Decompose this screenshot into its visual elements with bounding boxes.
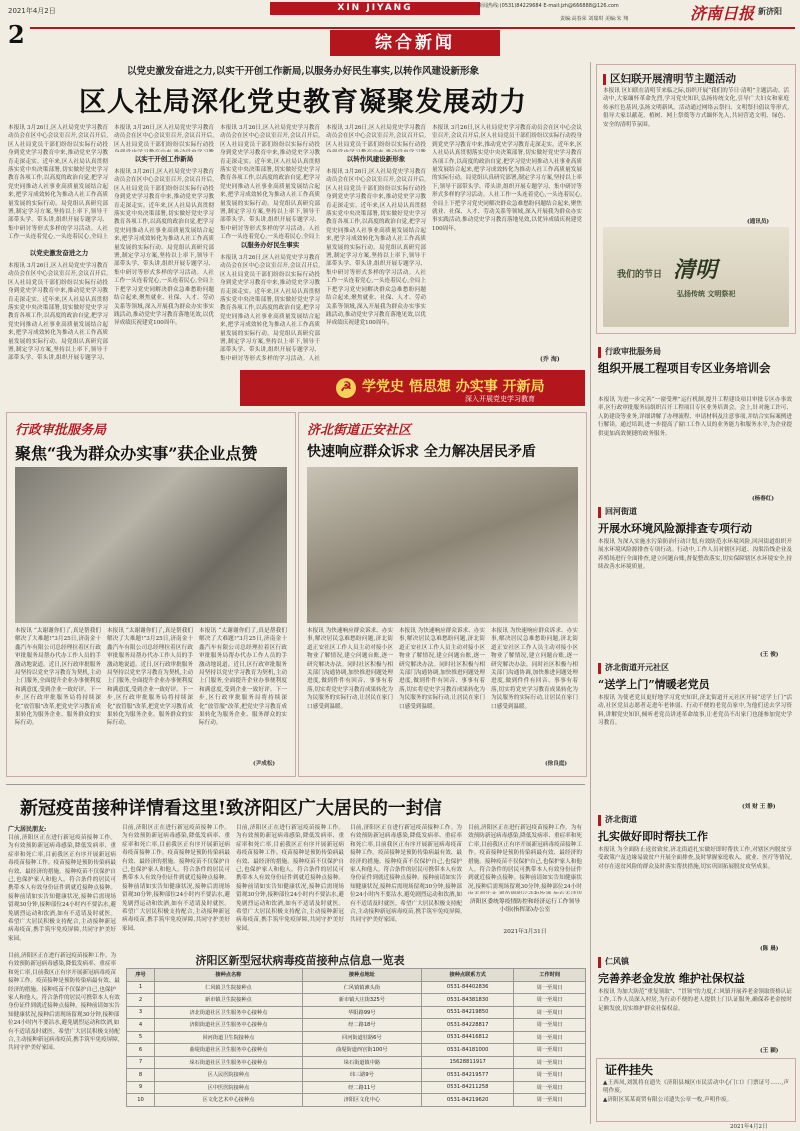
story-a [6,412,296,777]
table-cell: 4 [127,1019,155,1032]
col-header: 工作时间 [514,969,586,982]
section-marker [598,957,601,968]
story-a-photo [15,467,287,623]
table-cell: 9 [127,1081,155,1094]
table-cell: 回河街道驻路6号 [302,1031,421,1044]
brand-sub: 新济阳 [758,7,782,16]
rc-c-body: 本报讯 为深入实施水污染防治行动计划,有效防范水环境风险,回河街道组织开展水环境风险源排查专项行动。行动中,工作人员对辖区河道、沟渠沿线企业及养殖场进行全面排查,建立问题台账,督促整改落实,切实保障辖区水环境安全,持续改善水环境质量。 [598,539,792,571]
table-cell: 周一至周日 [514,1056,586,1069]
table-cell: 周一至周日 [514,1094,586,1107]
story-a-tag: 行政审批服务局 [15,423,107,438]
slogan-banner [240,370,585,406]
table-cell: 0531-84228817 [422,1019,514,1032]
masthead-hotline: 新闻热线:(0531)84229684 E-mail:jzh@666888@126.com [478,3,619,9]
vaccine-table-title: 济阳区新型冠状病毒疫苗接种点信息一览表 [195,954,405,967]
table-row [127,1094,586,1107]
table-cell: 15628811917 [422,1056,514,1069]
table-row [127,1006,586,1019]
rc-c-title: 开展水环境风险源排查专项行动 [598,522,752,535]
vaccine-table [126,968,586,1107]
rc-e-title: 扎实做好即时帮扶工作 [598,830,708,843]
lead-body-col1b: 本报讯 3月26日,区人社局党史学习教育动员会在区中心会议室召开,会议召开后,区人社局党员干部们纷纷以实际行动投身到党史学习教育中来,推动党史学习教育走深走实。近年来,区人社局认真贯彻落实党中央决策部署,切实做好党史学习教育各项工作,以高度的政治自觉,把学习党史同推动人社事业高质量发展结合起来,把学习成效转化为推动人社工作高质量发展的实际行动。局党组认真研究部署,制定学习方案,坚持以上率下,领导干部带头学、带头讲,组织开展专题学习、 [8,263,108,362]
story-b-tag: 济北街道正安社区 [307,423,412,438]
table-cell: 8 [127,1069,155,1082]
rc-c-tag-text: 回河街道 [605,506,637,516]
rc-e-tag [598,814,637,826]
vaccine-greeting: 广大居民朋友: [8,826,47,833]
lead-body-col4: 本报讯 3月26日,区人社局党史学习教育动员会在区中心会议室召开,会议召开后,区人社局党员干部们纷纷以实际行动投 [326,125,426,148]
lead-sub-2: 以实干开创工作新局 [134,155,194,163]
section-title: 综合新闻 [330,30,500,56]
story-b-body-col1: 本报讯 为快速响应群众诉求、办实事,解决居民急难愁盼问题,济北街道正安社区工作人员主动对接小区物业了解情况,建立问题台账,逐一研究解决办法。同时社区积极与相关部门沟通协调,加快推进问题处理进度,做到件件有回音、事事有着落,切实将党史学习教育成果转化为为民服务的实际行动,让居民在家门口感受到温暖。 [307,628,393,710]
table-row [127,981,586,994]
table-cell: 7 [127,1056,155,1069]
table-cell: 0531-84211258 [422,1081,514,1094]
rc-c-byline: (王 俊) [760,652,779,658]
table-row [127,1081,586,1094]
table-cell: 华阳路99号 [302,1006,421,1019]
vaccine-body-col1: 目前,济阳区正在进行新冠疫苗接种工作。为有效预防新冠病毒感染,降低发病率、重症率和死亡率,目前我区正有序开展新冠病毒疫苗接种工作。疫苗接种是预防传染病最有效、最经济的措施。接种疫苗不仅保护自己,也保护家人和他人。符合条件的居民可携带本人有效身份证件到就近接种点接种。接种前请如实告知健康状况,接种后需现场留观30分钟,接种部位24小时内不要沾水,避免剧烈运动和饮酒,如有不适请及时就医。希望广大居民积极支持配合,主动接种新冠病毒疫苗,携手筑牢免疫屏障,共同守护美好家园。 [8,835,116,942]
masthead-pinyin: XIN JIYANG [337,3,413,13]
rc-a-byline: (通讯员) [747,219,770,225]
rc-d-body: 本报讯 为使老党员更好地学习党史知识,济北街道开元社区开展“送学上门”活动,社区党员志愿者走进年老体弱、行动不便的老党员家中,为他们送去学习资料,讲解党史知识,倾听老党员讲述革命故事,让老党员不出家门也能参加党史学习教育。 [598,695,792,727]
table-cell: 5 [127,1031,155,1044]
qingming-banner [603,227,789,327]
rc-a-title [603,71,736,86]
table-cell: 纬三路9号 [302,1069,421,1082]
lead-body-col3b: 本报讯 3月26日,区人社局党史学习教育动员会在区中心会议室召开,会议召开后,区人社局党员干部们纷纷以实际行动投身到党史学习教育中来,推动党史学习教育走深走实。近年来,区人社局认真贯彻落实党中央决策部署,切实做好党史学习教育各项工作,以高度的政治自觉,把学习党史同推动人社事业高质量发展结合起来,把学习成效转化为推动人社工作高质量发展的实际行动。局党组认真研究部署,制定学习方案,坚持以上率下,领导干部带头学、带头讲,组织开展专题学习、集中研讨等形式多样的学习活动。人社 [220,255,320,362]
qingming-banner-label: 我们的节日 [617,270,663,280]
masthead-editors: 责编:高春荣 刘瑞琪 美编:朱 翔 [560,16,629,22]
rc-g-title: 证件挂失 [605,1063,654,1077]
table-cell: 6 [127,1044,155,1057]
table-cell: 周一至周日 [514,1031,586,1044]
col-header: 接种点联系方式 [422,969,514,982]
lead-kicker: 以党史激发奋进之力,以实干开创工作新局,以服务办好民生事实,以转作风建设新形象 [127,66,479,77]
table-cell: 仁风镇镇滩头街 [302,981,421,994]
qingming-banner-big: 清明 [673,257,718,283]
rc-f-body: 本报讯 为加大防范“重复领取”、“冒领”的力度,仁风镇开展养老金领取资格认证工作,工作人员深入村居,为行动不便的老人提供上门认证服务,确保养老金按时足额发放,切实维护群众社保权益。 [598,989,792,1012]
table-cell: 曲堤街道西宫街100号 [302,1044,421,1057]
rc-e-body: 本报讯 为全面防止返贫致贫,济北街道扎实做好即时帮扶工作,对辖区内脱贫享受政策户及边缘易致贫户开展全面排查,及时掌握家庭收入、就业、医疗等情况,对存在返贫风险的群众及时落实帮扶措施,切实巩固拓展脱贫攻坚成果。 [598,847,792,870]
story-b-byline: (徐良庭) [545,761,568,767]
section-marker [598,347,601,358]
table-cell: 10 [127,1094,155,1107]
col-header: 接种点名称 [155,969,303,982]
vaccine-table-wrap [126,968,586,1107]
rc-a-title-text: 区妇联开展清明节主题活动 [610,73,736,85]
col-header: 接种点地址 [302,969,421,982]
rc-b-body: 本报讯 为进一步完善“一窗受理”运行机制,提升工程建设项目审批专区办事效率,区行政审批服务局组织召开工程项目专区业务培训会。会上,针对施工许可、人防建设等业务,详细讲解了办理流程、申请材料及注意事项,并结合实际案例进行解读。通过培训,进一步提高了窗口工作人员的业务能力和服务水平,为企业提供更加高效便捷的政务服务。 [598,397,792,437]
table-cell: 1 [127,981,155,994]
table-cell: 0531-84402836 [422,981,514,994]
qingming-banner-sub: 弘扬传统 文明祭祀 [677,289,736,298]
story-a-body-col1: 本报讯 “太谢谢你们了,真是帮我们解决了大难题!”3月25日,济南金十鑫汽车有限公司总经理拉着区行政审批服务局帮办代办工作人员的手激动地说道。近日,区行政审批服务局坚持以党史学习教育为契机,主动上门服务,全面提升企业办事便利度和满意度,受到企业一致好评。下一步,区行政审批服务局将持续深化“放管服”改革,把党史学习教育成果转化为服务企业、服务群众的实际行动。 [15,628,101,727]
rc-d-byline: (刘 财 王 静) [742,804,776,810]
table-cell: 周一至周日 [514,1006,586,1019]
vaccine-headline: 新冠疫苗接种详情看这里!致济阳区广大居民的一封信 [20,798,442,819]
lead-sub-3: 以服务办好民生事实 [240,241,300,249]
story-b-photo [307,467,578,623]
lead-body-col2b: 本报讯 3月26日,区人社局党史学习教育动员会在区中心会议室召开,会议召开后,区人社局党员干部们纷纷以实际行动投身到党史学习教育中来,推动党史学习教育走深走实。近年来,区人社局认真贯彻落实党中央决策部署,切实做好党史学习教育各项工作,以高度的政治自觉,把学习党史同推动人社事业高质量发展结合起来,把学习成效转化为推动人社工作高质量发展的实际行动。局党组认真研究部署,制定学习方案,坚持以上率下,领导干部带头学、带头讲,组织开展专题学习、集中研讨等形式多样的学习活动。人社工作一头连着党心,一头连着民心,全局上下把学习党史同解决群众急难愁盼问题结合起来,聚焦就业、社保、人才、劳动关系等领域,深入开展我为群众办实事实践活动,推动党史学习教育落地见效,以优异成绩庆祝建党100周年。 [114,169,214,327]
rc-f-tag-text: 仁风镇 [605,956,629,966]
table-row [127,1056,586,1069]
table-cell: 周一至周日 [514,994,586,1007]
vaccine-body-col2: 目前,济阳区正在进行新冠疫苗接种工作。为有效预防新冠病毒感染,降低发病率、重症率和死亡率,目前我区正有序开展新冠病毒疫苗接种工作。疫苗接种是预防传染病最有效、最经济的措施。接种疫苗不仅保护自己,也保护家人和他人。符合条件的居民可携带本人有效身份证件到就近接种点接种。接种前请如实告知健康状况,接种后需现场留观30分钟,接种部位24小时内不要沾水,避免剧烈运动和饮酒,如有不适请及时就医。希望广大居民积极支持配合,主动接种新冠病毒疫苗,携手筑牢免疫屏障,共同守护美好家园。 [122,825,230,932]
rc-f-tag [598,956,629,968]
rc-b-byline: (杨春红) [752,496,775,502]
story-b-body-col2: 本报讯 为快速响应群众诉求、办实事,解决居民急难愁盼问题,济北街道正安社区工作人员主动对接小区物业了解情况,建立问题台账,逐一研究解决办法。同时社区积极与相关部门沟通协调,加快推进问题处理进度,做到件件有回音、事事有着落,切实将党史学习教育成果转化为为民服务的实际行动,让居民在家门口感受到温暖。 [399,628,485,710]
rc-f-byline: (王 颖) [760,1048,779,1054]
table-row [127,994,586,1007]
rc-d-title: “送学上门”情暖老党员 [598,678,710,691]
rc-c-tag [598,506,637,518]
table-cell: 周一至周日 [514,1019,586,1032]
rc-b-title: 组织开展工程项目专区业务培训会 [598,361,771,375]
table-cell: 曲堤街道社区卫生服务中心接种点 [155,1044,303,1057]
table-cell: 周一至周日 [514,1081,586,1094]
masthead-date: 2021年4月2日 [8,7,56,15]
page-number: 2 [8,20,25,49]
section-marker [598,663,601,674]
table-cell: 3 [127,1006,155,1019]
vaccine-body-col5: 目前,济阳区正在进行新冠疫苗接种工作。为有效预防新冠病毒感染,降低发病率、重症率和死亡率,目前我区正有序开展新冠病毒疫苗接种工作。疫苗接种是预防传染病最有效、最经济的措施。接种疫苗不仅保护自己,也保护家人和他人。符合条件的居民可携带本人有效身份证件到就近接种点接种。接种前请如实告知健康状况,接种后需现场留观30分钟,接种部位24小时 [468,825,582,890]
table-cell: 经二路18号 [302,1019,421,1032]
rc-d-tag-text: 济北街道开元社区 [605,662,669,672]
table-cell: 周一至周日 [514,981,586,994]
vaccine-signoff-date: 2021年3月31日 [503,929,547,935]
table-cell: 0531-84181000 [422,1044,514,1057]
footer-date: 2021年4月2日 [730,1124,768,1130]
masthead [0,0,800,28]
rc-a-body: 本报讯 区妇联在清明节来临之际,组织开展“我们的节日·清明”主题活动。活动中,大家缅怀革命先烈,学习党史知识,弘扬传统文化,引导广大妇女和家庭传承红色基因,弘扬文明新风。活动通过网络云祭扫、文明祭扫倡议等形式,倡导大家以献花、植树、网上祭奠等方式缅怀先人,共同营造文明、绿色、安全的清明节氛围。 [603,88,789,128]
table-cell: 经二路11号 [302,1081,421,1094]
lead-body-col4b: 本报讯 3月26日,区人社局党史学习教育动员会在区中心会议室召开,会议召开后,区人社局党员干部们纷纷以实际行动投身到党史学习教育中来,推动党史学习教育走深走实。近年来,区人社局认真贯彻落实党中央决策部署,切实做好党史学习教育各项工作,以高度的政治自觉,把学习党史同推动人社事业高质量发展结合起来,把学习成效转化为推动人社工作高质量发展的实际行动。局党组认真研究部署,制定学习方案,坚持以上率下,领导干部带头学、带头讲,组织开展专题学习、集中研讨等形式多样的学习活动。人社工作一头连着党心,一头连着民心,全局上下把学习党史同解决群众急难愁盼问题结合起来,聚焦就业、社保、人才、劳动关系等领域,深入开展我为群众办实事实践活动,推动党史学习教育落地见效,以优异成绩庆祝建党100周年。 [326,169,426,327]
story-a-body-col2: 本报讯 “太谢谢你们了,真是帮我们解决了大难题!”3月25日,济南金十鑫汽车有限公司总经理拉着区行政审批服务局帮办代办工作人员的手激动地说道。近日,区行政审批服务局坚持以党史学习教育为契机,主动上门服务,全面提升企业办事便利度和满意度,受到企业一致好评。下一步,区行政审批服务局将持续深化“放管服”改革,把党史学习教育成果转化为服务企业、服务群众的实际行动。 [107,628,193,727]
section-marker [603,74,606,85]
slogan-text: 学党史 悟思想 办实事 开新局 [362,379,545,395]
story-a-body-col3: 本报讯 “太谢谢你们了,真是帮我们解决了大难题!”3月25日,济南金十鑫汽车有限公司总经理拉着区行政审批服务局帮办代办工作人员的手激动地说道。近日,区行政审批服务局坚持以党史学习教育为契机,主动上门服务,全面提升企业办事便利度和满意度,受到企业一致好评。下一步,区行政审批服务局将持续深化“放管服”改革,把党史学习教育成果转化为服务企业、服务群众的实际行动。 [199,628,287,727]
vaccine-signoff: 济阳区委统筹疫情防控和经济运行工作领导小组(指挥部)办公室 [469,899,581,913]
rc-box-a [596,64,796,334]
table-cell: 0531-84219577 [422,1069,514,1082]
vaccine-body-col3: 目前,济阳区正在进行新冠疫苗接种工作。为有效预防新冠病毒感染,降低发病率、重症率和死亡率,目前我区正有序开展新冠病毒疫苗接种工作。疫苗接种是预防传染病最有效、最经济的措施。接种疫苗不仅保护自己,也保护家人和他人。符合条件的居民可携带本人有效身份证件到就近接种点接种。接种前请如实告知健康状况,接种后需现场留观30分钟,接种部位24小时内不要沾水,避免剧烈运动和饮酒,如有不适请及时就医。希望广大居民积极支持配合,主动接种新冠病毒疫苗,携手筑牢免疫屏障,共同守护美好家园。 [236,825,344,932]
table-row [127,1031,586,1044]
story-a-headline: 聚焦“我为群众办实事”获企业点赞 [15,444,258,463]
table-cell: 济北街道社区卫生服务中心接种点 [155,1006,303,1019]
col-header: 序号 [127,969,155,982]
table-row [127,1019,586,1032]
table-cell: 济阳区文化中心 [302,1094,421,1107]
rc-d-tag [598,662,669,674]
rc-f-title: 完善养老金发放 维护社保权益 [598,972,745,985]
table-cell: 新市镇大庄街325号 [302,994,421,1007]
section-marker [598,815,601,826]
table-cell: 区人民医院接种点 [155,1069,303,1082]
table-row [127,1069,586,1082]
rc-b-tag-text: 行政审批服务局 [605,346,661,356]
table-cell: 周一至周日 [514,1044,586,1057]
table-side-text: 目前,济阳区正在进行新冠疫苗接种工作。为有效预防新冠病毒感染,降低发病率、重症率和死亡率,目前我区正有序开展新冠病毒疫苗接种工作。疫苗接种是预防传染病最有效、最经济的措施。接种疫苗不仅保护自己,也保护家人和他人。符合条件的居民可携带本人有效身份证件到就近接种点接种。接种前请如实告知健康状况,接种后需现场留观30分钟,接种部位24小时内不要沾水,避免剧烈运动和饮酒,如有不适请及时就医。希望广大居民积极支持配合,主动接种新冠病毒疫苗,携手筑牢免疫屏障,共同守护美好家园。 [8,953,120,1052]
table-cell: 垛石街道社区卫生服务中心接种点 [155,1056,303,1069]
table-cell: 0531-84219850 [422,1006,514,1019]
lead-body-col2: 本报讯 3月26日,区人社局党史学习教育动员会在区中心会议室召开,会议召开后,区人社局党员干部们纷纷以实际行动投 [114,125,214,148]
lead-body-col1: 本报讯 3月26日,区人社局党史学习教育动员会在区中心会议室召开,会议召开后,区人社局党员干部们纷纷以实际行动投身到党史学习教育中来,推动党史学习教育走深走实。近年来,区人社局认真贯彻落实党中央决策部署,切实做好党史学习教育各项工作,以高度的政治自觉,把学习党史同推动人社事业高质量发展结合起来,把学习成效转化为推动人社工作高质量发展的实际行动。局党组认真研究部署,制定学习方案,坚持以上率下,领导干部带头学、带头讲,组织开展专题学习、集中研讨等形式多样的学习活动。人社工作一头连着党心,一头连着民心,全局上 [8,125,108,241]
lead-sub-1: 以党史激发奋进之力 [29,249,89,257]
lead-sub-4: 以转作风建设新形象 [346,155,406,163]
table-cell: 0531-84219620 [422,1094,514,1107]
rc-notice-box [596,1058,796,1122]
rc-g-body: ▲王西凤,刘凯将在遗失《济阳县城区市民活动中心门口》门票证号……,声明作废。 ▲济阳区某某商贸有限公司遗失公章一枚,声明作废。 [603,1080,789,1103]
table-cell: 垛石街道镇中路 [302,1056,421,1069]
vaccine-body-col4: 目前,济阳区正在进行新冠疫苗接种工作。为有效预防新冠病毒感染,降低发病率、重症率和死亡率,目前我区正有序开展新冠病毒疫苗接种工作。疫苗接种是预防传染病最有效、最经济的措施。接种疫苗不仅保护自己,也保护家人和他人。符合条件的居民可携带本人有效身份证件到就近接种点接种。接种前请如实告知健康状况,接种后需现场留观30分钟,接种部位24小时内不要沾水,避免剧烈运动和饮酒,如有不适请及时就医。希望广大居民积极支持配合,主动接种新冠病毒疫苗,携手筑牢免疫屏障,共同守护美好家园。 [350,825,462,924]
table-cell: 回河街道卫生院接种点 [155,1031,303,1044]
table-cell: 0531-84416812 [422,1031,514,1044]
brand-logo: 济南日报 [690,4,755,23]
story-b-headline: 快速响应群众诉求 全力解决居民矛盾 [307,444,536,460]
table-cell: 区文化艺术中心接种点 [155,1094,303,1107]
rc-b-tag [598,346,661,358]
lead-body-col5: 本报讯 3月26日,区人社局党史学习教育动员会在区中心会议室召开,会议召开后,区人社局党员干部们纷纷以实际行动投身到党史学习教育中来,推动党史学习教育走深走实。近年来,区人社局认真贯彻落实党中央决策部署,切实做好党史学习教育各项工作,以高度的政治自觉,把学习党史同推动人社事业高质量发展结合起来,把学习成效转化为推动人社工作高质量发展的实际行动。局党组认真研究部署,制定学习方案,坚持以上率下,领导干部带头学、带头讲,组织开展专题学习、集中研讨等形式多样的学习活动。人社工作一头连着党心,一头连着民心,全局上下把学习党史同解决群众急难愁盼问题结合起来,聚焦就业、社保、人才、劳动关系等领域,深入开展我为群众办实事实践活动,推动党史学习教育落地见效,以优异成绩庆祝建党100周年。 [432,125,582,232]
story-a-byline: (尹成松) [253,761,276,767]
table-cell: 济阳街道社区卫生服务中心接种点 [155,1019,303,1032]
party-emblem-icon: ☭ [336,378,356,398]
vaccine-table-header [127,969,586,982]
table-cell: 0531-84381830 [422,994,514,1007]
table-row [127,1044,586,1057]
table-cell: 仁风镇卫生院接种点 [155,981,303,994]
vaccine-rule [6,784,585,785]
section-marker [598,507,601,518]
lead-headline: 区人社局深化党史教育凝聚发展动力 [79,87,527,118]
rc-e-tag-text: 济北街道 [605,814,637,824]
top-rule [30,27,795,29]
table-cell: 2 [127,994,155,1007]
story-b [298,412,587,777]
table-cell: 新市镇卫生院接种点 [155,994,303,1007]
lead-byline: (乔 海) [540,356,560,363]
table-cell: 周一至周日 [514,1069,586,1082]
lead-body-col3: 本报讯 3月26日,区人社局党史学习教育动员会在区中心会议室召开,会议召开后,区人社局党员干部们纷纷以实际行动投身到党史学习教育中来,推动党史学习教育走深走实。近年来,区人社局认真贯彻落实党中央决策部署,切实做好党史学习教育各项工作,以高度的政治自觉,把学习党史同推动人社事业高质量发展结合起来,把学习成效转化为推动人社工作高质量发展的实际行动。局党组认真研究部署,制定学习方案,坚持以上率下,领导干部带头学、带头讲,组织开展专题学习、集中研讨等形式多样的学习活动。人社工作一头连着党心,一头连着民心,全局上 [220,125,320,241]
right-col-divider [590,62,591,1124]
rc-e-byline: (陈 晨) [760,946,779,952]
story-b-body-col3: 本报讯 为快速响应群众诉求、办实事,解决居民急难愁盼问题,济北街道正安社区工作人员主动对接小区物业了解情况,建立问题台账,逐一研究解决办法。同时社区积极与相关部门沟通协调,加快推进问题处理进度,做到件件有回音、事事有着落,切实将党史学习教育成果转化为为民服务的实际行动,让居民在家门口感受到温暖。 [491,628,578,710]
table-cell: 区中医医院接种点 [155,1081,303,1094]
slogan-sub: 深入开展党史学习教育 [465,395,535,403]
